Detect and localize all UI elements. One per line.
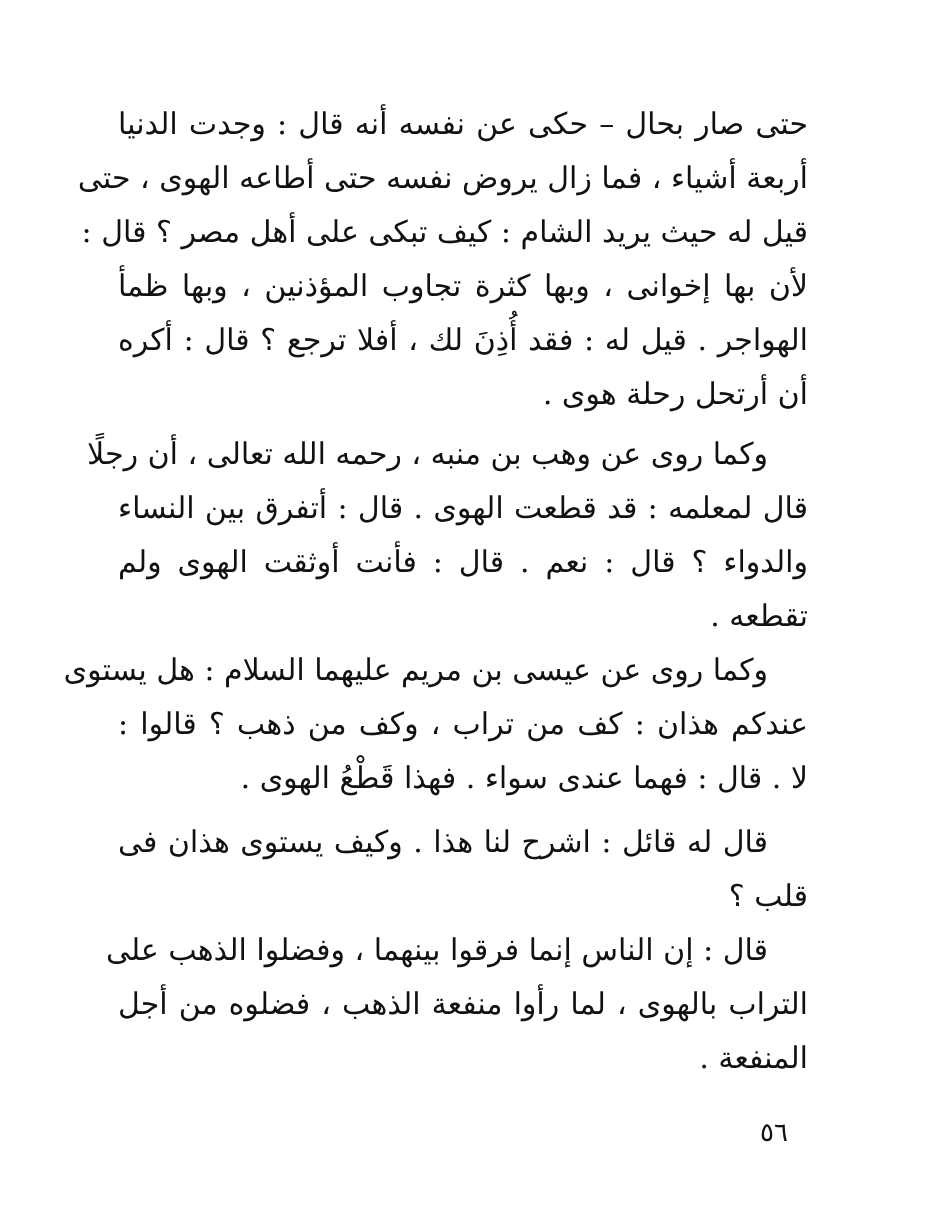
text-line: قال لمعلمه : قد قطعت الهوى . قال : أتفرق بين النساء	[118, 491, 808, 526]
text-line: المنفعة .	[699, 1041, 808, 1076]
paragraph-5	[105, 924, 808, 1086]
text-line: الهواجر . قيل له : فقد أُذِنَ لك ، أفلا ترجع ؟ قال : أكره	[118, 323, 808, 358]
text-line: وكما روى عن عيسى بن مريم عليهما السلام : هل يستوى	[63, 653, 768, 688]
text-line: قال : إن الناس إنما فرقوا بينهما ، وفضلوا الذهب على	[105, 933, 768, 968]
text-line: والدواء ؟ قال : نعم . قال : فأنت أوثقت الهوى ولم	[118, 545, 808, 580]
paragraph-4	[118, 816, 808, 924]
paragraph-2	[87, 428, 808, 644]
paragraph-3	[63, 644, 808, 806]
text-line: عندكم هذان : كف من تراب ، وكف من ذهب ؟ قالوا :	[118, 707, 808, 742]
page-number: ٥٦	[760, 1118, 788, 1148]
text-line: قال له قائل : اشرح لنا هذا . وكيف يستوى هذان فى	[118, 825, 768, 860]
text-line: حتى صار بحال – حكى عن نفسه أنه قال : وجدت الدنيا	[118, 107, 808, 142]
text-line: قيل له حيث يريد الشام : كيف تبكى على أهل مصر ؟ قال :	[81, 215, 808, 250]
text-line: أن أرتحل رحلة هوى .	[542, 377, 808, 412]
text-line: لأن بها إخوانى ، وبها كثرة تجاوب المؤذنين ، وبها ظمأ	[118, 269, 808, 304]
text-line: التراب بالهوى ، لما رأوا منفعة الذهب ، فضلوه من أجل	[118, 987, 808, 1022]
text-line: تقطعه .	[710, 599, 808, 634]
text-line: قلب ؟	[728, 879, 808, 914]
text-line: وكما روى عن وهب بن منبه ، رحمه الله تعالى ، أن رجلًا	[87, 437, 768, 472]
text-line: أربعة أشياء ، فما زال يروض نفسه حتى أطاعه الهوى ، حتى	[77, 161, 808, 196]
page-body-text	[63, 98, 808, 1086]
paragraph-1	[77, 98, 808, 422]
text-line: لا . قال : فهما عندى سواء . فهذا قَطْعُ الهوى .	[240, 761, 808, 796]
